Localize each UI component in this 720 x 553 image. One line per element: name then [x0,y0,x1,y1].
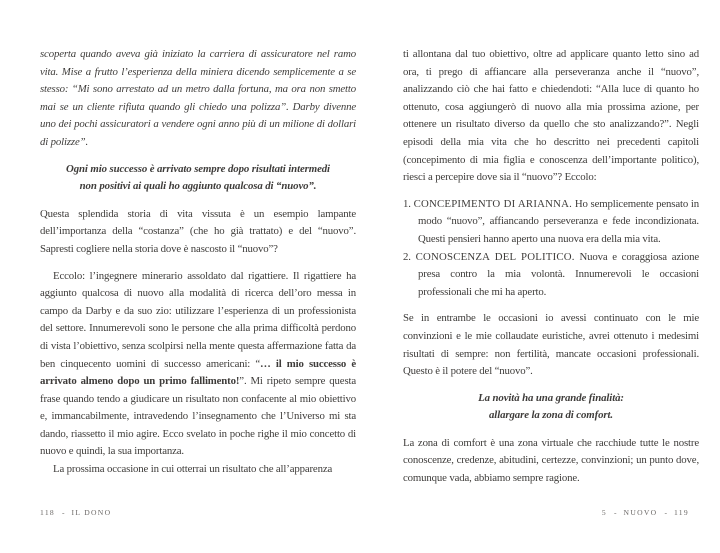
footer-separator: - [62,508,65,517]
pull-quote-right-line-2: allargare la zona di comfort. [489,409,613,422]
body-paragraph-occasioni: Se in entrambe le occasioni io avessi continuato con le mie convinzioni e le mie collaudate euristiche, avrei ottenuto i medesimi risultati di sempre: non fertilità, mancate occasioni professionali. Questo è il potere del “nuovo”. [403,312,699,378]
continuation-paragraph: scoperta quando aveva già iniziato la carriera di assicuratore nel ramo vita. Mise a frutto l’esperienza della miniera dicendo semplicemente a se stesso: “Mi sono arrestato ad un metro dalla fortuna, ma ora non smetto mai se un cliente rifiuta quando gli chiedo una polizza”. Darby divenne uno dei pochi assicuratori a vendere ogni anno più di un milione di dollari di polizze”. [40,48,356,148]
list-item-number: 2. [403,250,411,263]
book-title-running-head: IL DONO [71,508,112,517]
chapter-title-running-head: NUOVO [623,508,658,517]
paragraph-text-pre: Eccolo: l’ingegnere minerario assoldato dal rigattiere. Il rigattiere ha aggiunto qualcosa di nuovo alla modalità di ricerca dell’oro messa in campo da Darby e da suo zio: utilizzare l’esperienza di un professionista del settore. Innumerevoli sono le persone che alla prima difficoltà perdono di vista l’obiettivo, senza scolpirsi nella mente questa affermazione fatta da ben cinquecento uomini di successo americani: “ [40,269,356,370]
pull-quote-left [40,161,356,196]
body-paragraph-prossima: La prossima occasione in cui otterrai un risultato che all’apparenza [53,463,333,476]
body-paragraph-obiettivo: ti allontana dal tuo obiettivo, oltre ad applicare quanto letto sino ad ora, ti prego di affiancare alla perseveranza anche il “nuovo”, analizzando ciò che hai fatto e chiedendoti: “Alla luce di quanto ho ottenuto, cosa aggiungerò di nuovo alla mia prossima azione, per ottenere un risultato diverso da quello che sto analizzando?”. Negli episodi della mia vita che ho descritto nei precedenti capitoli (concepimento di mia figlia e conoscenza dell’importante politico), riesci a percepire dove sia il “nuovo”? Eccolo: [403,48,699,184]
bold-success-quote: … il mio successo è arrivato almeno dopo un primo fallimento! [40,357,356,388]
footer-separator: - [614,508,617,517]
list-item-text: Ho semplicemente pensato in modo “nuovo”, affiancando perseveranza e fede incondizionata. Questi pensieri hanno aperto una nuova era della mia vita. [418,197,699,245]
list-item-lead: CONCEPIMENTO DI ARIANNA. [413,197,573,210]
right-page-number: 119 [673,508,689,517]
pull-quote-right-line-1: La novità ha una grande finalità: [478,391,624,404]
chapter-number: 5 [601,508,607,517]
right-page-footer [403,508,689,517]
list-item-lead: CONOSCENZA DEL POLITICO. [415,250,575,263]
pull-quote-right [403,390,699,425]
left-page-number: 118 [40,508,56,517]
list-item-number: 1. [403,197,411,210]
body-paragraph-costanza: Questa splendida storia di vita vissuta è un esempio lampante dell’importanza della “costanza” (che ho già trattato) e del “nuovo”. Sapresti cogliere nella storia dove è nascosto il “nuovo”? [40,207,356,255]
list-item-text: Nuova e coraggiosa azione presa contro la mia volontà. Innumerevoli le occasioni professionali che mi ha aperto. [418,250,699,298]
footer-separator: - [664,508,667,517]
right-page [403,46,699,488]
left-page-footer [40,508,111,517]
numbered-list [403,196,699,302]
pull-quote-left-line-2: non positivi ai quali ho aggiunto qualcosa di “nuovo”. [79,180,317,193]
paragraph-text-post: ”. Mi ripeto sempre questa frase quando tendo a giudicare un risultato non confacente al mio obiettivo e, immancabilmente, intravedendo l’insegnamento che l’Universo mi sta dando, riassetto il mio agire. Ecco svelato in poche righe il mio concetto di nuovo e quindi, la sua importanza. [40,375,356,458]
left-page [40,46,356,479]
body-paragraph-eccolo [40,268,356,462]
list-item-conoscenza [403,249,699,302]
pull-quote-left-line-1: Ogni mio successo è arrivato sempre dopo risultati intermedi [66,162,330,175]
list-item-concepimento [403,196,699,249]
body-paragraph-zona-comfort: La zona di comfort è una zona virtuale che racchiude tutte le nostre conoscenze, credenze, abitudini, certezze, convinzioni; un punto dove, comunque vada, abbiamo sempre ragione. [403,436,699,485]
